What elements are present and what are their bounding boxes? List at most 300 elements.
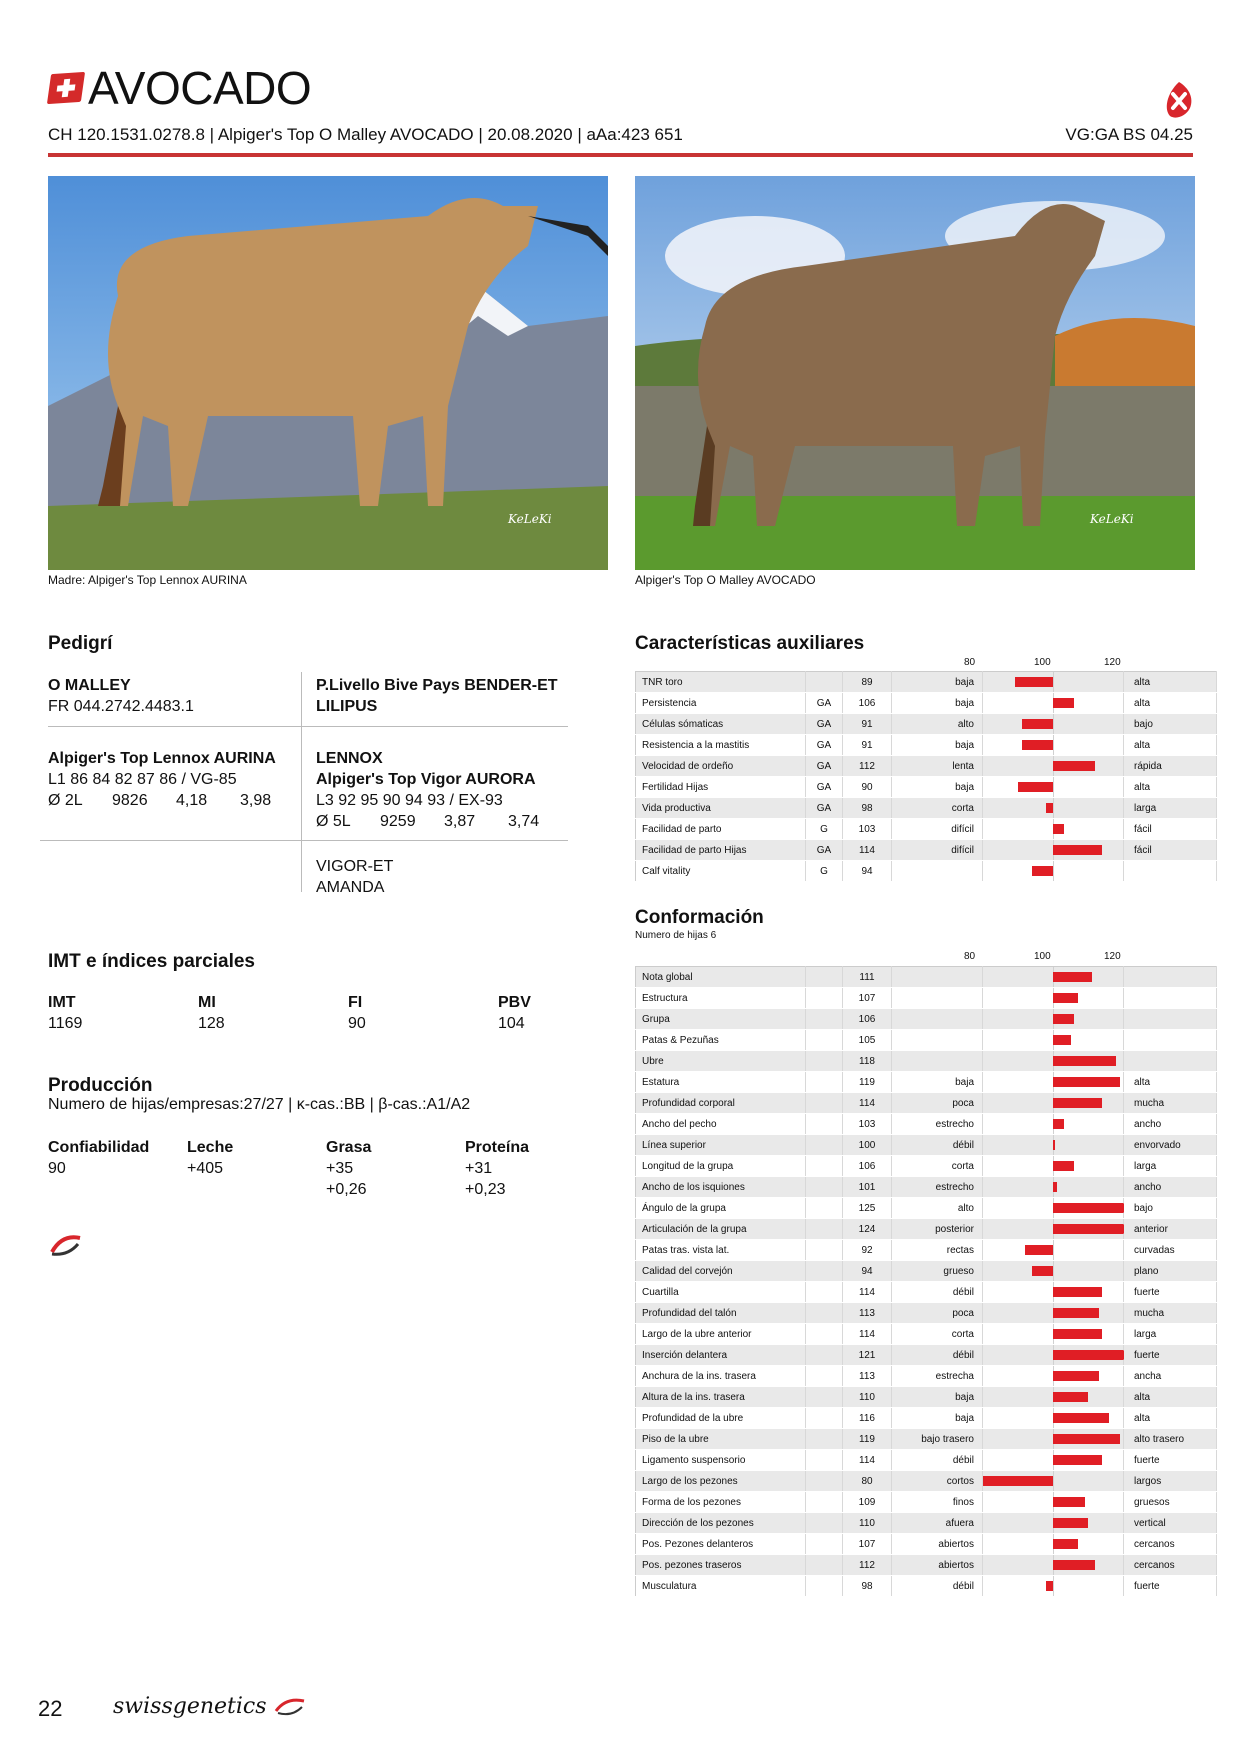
trait-code xyxy=(806,1555,843,1576)
trait-low-label: baja xyxy=(892,735,983,756)
trait-high-label: fuerte xyxy=(1124,1282,1217,1303)
trait-bar-cell xyxy=(983,714,1124,735)
trait-low-label: baja xyxy=(892,1387,983,1408)
aux-scale-120: 120 xyxy=(1104,657,1121,668)
trait-low-label: afuera xyxy=(892,1513,983,1534)
trait-high-label: bajo xyxy=(1124,714,1217,735)
trait-bar-cell xyxy=(983,1282,1124,1303)
trait-name: Largo de la ubre anterior xyxy=(636,1324,806,1345)
trait-value: 116 xyxy=(843,1408,892,1429)
trait-code: G xyxy=(806,861,843,882)
trait-bar-cell xyxy=(983,1576,1124,1597)
trait-high-label: plano xyxy=(1124,1261,1217,1282)
pbv-value: 104 xyxy=(498,1015,525,1032)
trait-value: 112 xyxy=(843,1555,892,1576)
trait-name: Persistencia xyxy=(636,693,806,714)
trait-value: 107 xyxy=(843,1534,892,1555)
trait-low-label xyxy=(892,988,983,1009)
trait-high-label: fuerte xyxy=(1124,1576,1217,1597)
table-row xyxy=(636,672,1217,693)
trait-bar-cell xyxy=(983,1114,1124,1135)
trait-high-label: larga xyxy=(1124,798,1217,819)
trait-bar xyxy=(1032,1266,1053,1276)
trait-low-label xyxy=(892,861,983,882)
trait-high-label: larga xyxy=(1124,1324,1217,1345)
trait-name: Estatura xyxy=(636,1072,806,1093)
production-daughters: Numero de hijas/empresas:27/27 | κ-cas.:BB | β-cas.:A1/A2 xyxy=(48,1096,471,1113)
trait-high-label: alta xyxy=(1124,777,1217,798)
trait-bar xyxy=(1053,1371,1099,1381)
trait-bar xyxy=(1053,1035,1071,1045)
trait-low-label: bajo trasero xyxy=(892,1429,983,1450)
animal-id-line: CH 120.1531.0278.8 | Alpiger's Top O Malley AVOCADO | 20.08.2020 | aAa:423 651 xyxy=(48,125,683,144)
trait-name: Longitud de la grupa xyxy=(636,1156,806,1177)
trait-code: GA xyxy=(806,798,843,819)
trait-value: 125 xyxy=(843,1198,892,1219)
trait-value: 114 xyxy=(843,1282,892,1303)
trait-high-label xyxy=(1124,861,1217,882)
trait-bar xyxy=(1022,719,1054,729)
dam-photo xyxy=(48,176,608,570)
trait-name: Facilidad de parto Hijas xyxy=(636,840,806,861)
trait-high-label: ancha xyxy=(1124,1366,1217,1387)
pedigree-divider xyxy=(48,726,568,727)
trait-bar-cell xyxy=(983,1534,1124,1555)
trait-value: 119 xyxy=(843,1072,892,1093)
trait-high-label: fuerte xyxy=(1124,1450,1217,1471)
trait-value: 101 xyxy=(843,1177,892,1198)
trait-value: 91 xyxy=(843,714,892,735)
trait-code xyxy=(806,1492,843,1513)
trait-name: Vida productiva xyxy=(636,798,806,819)
trait-low-label: baja xyxy=(892,672,983,693)
trait-name: Patas tras. vista lat. xyxy=(636,1240,806,1261)
trait-code xyxy=(806,1156,843,1177)
trait-low-label: abiertos xyxy=(892,1555,983,1576)
trait-value: 105 xyxy=(843,1030,892,1051)
trait-code: GA xyxy=(806,714,843,735)
trait-name: Profundidad corporal xyxy=(636,1093,806,1114)
table-row xyxy=(636,840,1217,861)
trait-name: Pos. pezones traseros xyxy=(636,1555,806,1576)
trait-bar-cell xyxy=(983,861,1124,882)
table-row xyxy=(636,735,1217,756)
trait-code xyxy=(806,1114,843,1135)
protein-value: +31 xyxy=(465,1160,493,1177)
trait-bar-cell xyxy=(983,1555,1124,1576)
trait-high-label xyxy=(1124,967,1217,988)
trait-code xyxy=(806,1513,843,1534)
trait-bar-cell xyxy=(983,777,1124,798)
trait-value: 124 xyxy=(843,1219,892,1240)
trait-name: Fertilidad Hijas xyxy=(636,777,806,798)
conf-title: Conformación xyxy=(635,907,764,928)
swissgenetics-logo-icon xyxy=(48,1232,84,1258)
trait-bar-cell xyxy=(983,1492,1124,1513)
dam-dam-performance: Ø 5L 9259 3,87 3,74 xyxy=(316,813,540,830)
trait-value: 119 xyxy=(843,1429,892,1450)
trait-code xyxy=(806,1387,843,1408)
pedigree-great-grandparents xyxy=(316,856,393,898)
trait-name: Altura de la ins. trasera xyxy=(636,1387,806,1408)
table-row xyxy=(636,1135,1217,1156)
trait-low-label: rectas xyxy=(892,1240,983,1261)
conf-table xyxy=(635,966,1217,1597)
trait-low-label: débil xyxy=(892,1576,983,1597)
sire-id: FR 044.2742.4483.1 xyxy=(48,698,194,715)
trait-bar-cell xyxy=(983,1345,1124,1366)
trait-high-label: ancho xyxy=(1124,1114,1217,1135)
trait-code xyxy=(806,1198,843,1219)
pedigree-sire xyxy=(48,675,194,717)
trait-high-label: ancho xyxy=(1124,1177,1217,1198)
trait-low-label: baja xyxy=(892,693,983,714)
trait-code xyxy=(806,1030,843,1051)
trait-low-label xyxy=(892,967,983,988)
trait-bar-cell xyxy=(983,1324,1124,1345)
trait-code xyxy=(806,1093,843,1114)
trait-code xyxy=(806,1009,843,1030)
table-row xyxy=(636,819,1217,840)
trait-low-label: estrecha xyxy=(892,1366,983,1387)
milk-label: Leche xyxy=(187,1139,234,1156)
trait-high-label: envorvado xyxy=(1124,1135,1217,1156)
trait-bar xyxy=(1053,1329,1102,1339)
trait-value: 121 xyxy=(843,1345,892,1366)
conf-scale-120: 120 xyxy=(1104,951,1121,962)
trait-low-label: débil xyxy=(892,1135,983,1156)
trait-low-label xyxy=(892,1051,983,1072)
trait-low-label: cortos xyxy=(892,1471,983,1492)
trait-bar xyxy=(1053,1518,1088,1528)
table-row xyxy=(636,861,1217,882)
conf-scale-80: 80 xyxy=(964,951,976,962)
trait-bar-cell xyxy=(983,1240,1124,1261)
fat-percent: +0,26 xyxy=(326,1181,367,1198)
table-row xyxy=(636,1345,1217,1366)
conf-scale-100: 100 xyxy=(1034,951,1051,962)
trait-high-label: alta xyxy=(1124,1408,1217,1429)
table-row xyxy=(636,1555,1217,1576)
trait-value: 98 xyxy=(843,798,892,819)
trait-low-label: grueso xyxy=(892,1261,983,1282)
trait-high-label: cercanos xyxy=(1124,1534,1217,1555)
header-divider xyxy=(48,153,1193,157)
milk-value: +405 xyxy=(187,1160,224,1177)
trait-name: Inserción delantera xyxy=(636,1345,806,1366)
trait-code xyxy=(806,1051,843,1072)
trait-high-label: cercanos xyxy=(1124,1555,1217,1576)
page-number: 22 xyxy=(38,1696,63,1721)
trait-bar-cell xyxy=(983,988,1124,1009)
trait-bar-cell xyxy=(983,1051,1124,1072)
trait-low-label: abiertos xyxy=(892,1534,983,1555)
mi-value: 128 xyxy=(198,1015,225,1032)
trait-code: GA xyxy=(806,777,843,798)
trait-bar xyxy=(1053,1539,1078,1549)
trait-bar-cell xyxy=(983,1471,1124,1492)
trait-bar xyxy=(1053,1119,1064,1129)
trait-high-label: vertical xyxy=(1124,1513,1217,1534)
trait-name: Velocidad de ordeño xyxy=(636,756,806,777)
trait-bar xyxy=(1053,1161,1074,1171)
imt-label: IMT xyxy=(48,994,76,1011)
table-row xyxy=(636,777,1217,798)
trait-value: 112 xyxy=(843,756,892,777)
trait-high-label: alto trasero xyxy=(1124,1429,1217,1450)
trait-code xyxy=(806,1240,843,1261)
protein-label: Proteína xyxy=(465,1139,530,1156)
trait-name: Ángulo de la grupa xyxy=(636,1198,806,1219)
trait-bar xyxy=(1053,1098,1102,1108)
trait-low-label: finos xyxy=(892,1492,983,1513)
trait-bar xyxy=(1053,824,1064,834)
trait-code xyxy=(806,1303,843,1324)
trait-code xyxy=(806,1324,843,1345)
trait-bar-cell xyxy=(983,1366,1124,1387)
trait-high-label: fácil xyxy=(1124,819,1217,840)
trait-code xyxy=(806,988,843,1009)
trait-bar-cell xyxy=(983,1072,1124,1093)
table-row xyxy=(636,693,1217,714)
trait-bar-cell xyxy=(983,1009,1124,1030)
table-row xyxy=(636,1366,1217,1387)
conf-subtitle: Numero de hijas 6 xyxy=(635,930,717,941)
trait-code xyxy=(806,1177,843,1198)
trait-high-label: mucha xyxy=(1124,1303,1217,1324)
pedigree-title: Pedigrí xyxy=(48,633,113,654)
production-block xyxy=(48,1137,529,1200)
trait-name: Resistencia a la mastitis xyxy=(636,735,806,756)
trait-high-label xyxy=(1124,1009,1217,1030)
trait-high-label: fuerte xyxy=(1124,1345,1217,1366)
reliability-label: Confiabilidad xyxy=(48,1139,150,1156)
sire-name: O MALLEY xyxy=(48,677,131,694)
trait-bar-cell xyxy=(983,1219,1124,1240)
trait-bar-cell xyxy=(983,840,1124,861)
table-row xyxy=(636,1513,1217,1534)
trait-low-label: débil xyxy=(892,1282,983,1303)
trait-high-label: mucha xyxy=(1124,1093,1217,1114)
trait-high-label: alta xyxy=(1124,693,1217,714)
trait-code xyxy=(806,1282,843,1303)
pedigree-divider xyxy=(40,840,568,841)
dam-performance: Ø 2L 9826 4,18 3,98 xyxy=(48,792,272,809)
table-row xyxy=(636,1576,1217,1597)
trait-bar-cell xyxy=(983,1156,1124,1177)
trait-bar-cell xyxy=(983,735,1124,756)
trait-code xyxy=(806,1576,843,1597)
trait-code xyxy=(806,1471,843,1492)
trait-value: 114 xyxy=(843,1093,892,1114)
trait-bar xyxy=(1053,1455,1102,1465)
trait-high-label xyxy=(1124,1051,1217,1072)
trait-bar xyxy=(1053,1014,1074,1024)
table-row xyxy=(636,1219,1217,1240)
trait-bar xyxy=(1053,1497,1085,1507)
trait-name: Pos. Pezones delanteros xyxy=(636,1534,806,1555)
trait-low-label: corta xyxy=(892,1156,983,1177)
pbv-label: PBV xyxy=(498,994,531,1011)
trait-value: 107 xyxy=(843,988,892,1009)
trait-name: Profundidad del talón xyxy=(636,1303,806,1324)
trait-bar-cell xyxy=(983,1177,1124,1198)
trait-name: Ligamento suspensorio xyxy=(636,1450,806,1471)
trait-low-label xyxy=(892,1030,983,1051)
trait-bar xyxy=(1053,1203,1123,1213)
trait-value: 113 xyxy=(843,1366,892,1387)
trait-bar-cell xyxy=(983,798,1124,819)
pedigree-dam-parents xyxy=(316,748,539,832)
trait-code xyxy=(806,1072,843,1093)
aux-scale-80: 80 xyxy=(964,657,976,668)
table-row xyxy=(636,1072,1217,1093)
trait-bar-cell xyxy=(983,967,1124,988)
trait-low-label: estrecho xyxy=(892,1177,983,1198)
table-row xyxy=(636,1492,1217,1513)
trait-bar-cell xyxy=(983,1093,1124,1114)
trait-bar-cell xyxy=(983,1450,1124,1471)
trait-name: Calf vitality xyxy=(636,861,806,882)
photo-watermark: KeLeKi xyxy=(1090,512,1134,526)
table-row xyxy=(636,1450,1217,1471)
fat-label: Grasa xyxy=(326,1139,372,1156)
trait-value: 114 xyxy=(843,1324,892,1345)
table-row xyxy=(636,1471,1217,1492)
trait-name: Musculatura xyxy=(636,1576,806,1597)
table-row xyxy=(636,1282,1217,1303)
trait-name: Cuartilla xyxy=(636,1282,806,1303)
trait-value: 110 xyxy=(843,1387,892,1408)
trait-code xyxy=(806,1408,843,1429)
sire-sire-name: P.Livello Bive Pays BENDER-ET xyxy=(316,677,558,694)
trait-value: 98 xyxy=(843,1576,892,1597)
brand-wordmark: swissgenetics xyxy=(113,1694,308,1719)
trait-code xyxy=(806,1450,843,1471)
trait-name: Forma de los pezones xyxy=(636,1492,806,1513)
trait-bar xyxy=(1018,782,1053,792)
trait-value: 114 xyxy=(843,840,892,861)
table-row xyxy=(636,714,1217,735)
trait-bar xyxy=(1053,1140,1055,1150)
dam-sire-name: LENNOX xyxy=(316,750,383,767)
trait-low-label: posterior xyxy=(892,1219,983,1240)
trait-value: 80 xyxy=(843,1471,892,1492)
trait-low-label: alto xyxy=(892,714,983,735)
trait-high-label xyxy=(1124,988,1217,1009)
trait-value: 109 xyxy=(843,1492,892,1513)
trait-bar xyxy=(1053,1392,1088,1402)
table-row xyxy=(636,1114,1217,1135)
trait-name: TNR toro xyxy=(636,672,806,693)
trait-value: 114 xyxy=(843,1450,892,1471)
mi-label: MI xyxy=(198,994,216,1011)
trait-bar xyxy=(1053,1287,1102,1297)
table-row xyxy=(636,1387,1217,1408)
trait-low-label: poca xyxy=(892,1303,983,1324)
trait-name: Calidad del corvejón xyxy=(636,1261,806,1282)
trait-high-label: curvadas xyxy=(1124,1240,1217,1261)
fi-value: 90 xyxy=(348,1015,366,1032)
trait-value: 106 xyxy=(843,1009,892,1030)
pedigree-dam xyxy=(48,748,276,811)
trait-value: 118 xyxy=(843,1051,892,1072)
trait-bar xyxy=(1053,1077,1120,1087)
trait-bar xyxy=(1053,1434,1120,1444)
trait-name: Ancho de los isquiones xyxy=(636,1177,806,1198)
trait-code: GA xyxy=(806,735,843,756)
trait-high-label: anterior xyxy=(1124,1219,1217,1240)
trait-value: 100 xyxy=(843,1135,892,1156)
trait-high-label: rápida xyxy=(1124,756,1217,777)
dam-dam-linear: L3 92 95 90 94 93 / EX-93 xyxy=(316,792,503,809)
trait-bar-cell xyxy=(983,756,1124,777)
trait-code xyxy=(806,1366,843,1387)
trait-low-label: débil xyxy=(892,1450,983,1471)
table-row xyxy=(636,1261,1217,1282)
trait-name: Grupa xyxy=(636,1009,806,1030)
production-title: Producción xyxy=(48,1075,153,1096)
trait-low-label: baja xyxy=(892,1072,983,1093)
trait-bar xyxy=(1053,1056,1116,1066)
x-logo-icon xyxy=(1164,80,1194,120)
imt-value: 1169 xyxy=(48,1015,83,1032)
trait-low-label: estrecho xyxy=(892,1114,983,1135)
trait-high-label: larga xyxy=(1124,1156,1217,1177)
trait-bar xyxy=(1025,1245,1053,1255)
aux-table xyxy=(635,671,1217,882)
trait-value: 89 xyxy=(843,672,892,693)
trait-high-label: alta xyxy=(1124,672,1217,693)
vg-code: VG:GA BS 04.25 xyxy=(1065,125,1193,144)
trait-value: 110 xyxy=(843,1513,892,1534)
trait-bar xyxy=(1015,677,1054,687)
table-row xyxy=(636,756,1217,777)
dam-dam-name: Alpiger's Top Vigor AURORA xyxy=(316,771,536,788)
trait-code xyxy=(806,1219,843,1240)
trait-bar xyxy=(1053,1182,1057,1192)
trait-bar-cell xyxy=(983,1198,1124,1219)
trait-name: Anchura de la ins. trasera xyxy=(636,1366,806,1387)
table-row xyxy=(636,1093,1217,1114)
trait-bar xyxy=(1053,761,1095,771)
trait-bar xyxy=(1053,993,1078,1003)
fat-value: +35 xyxy=(326,1160,354,1177)
trait-value: 111 xyxy=(843,967,892,988)
trait-code xyxy=(806,672,843,693)
trait-low-label: débil xyxy=(892,1345,983,1366)
table-row xyxy=(636,1324,1217,1345)
trait-bar xyxy=(1053,698,1074,708)
trait-high-label: gruesos xyxy=(1124,1492,1217,1513)
trait-name: Articulación de la grupa xyxy=(636,1219,806,1240)
trait-name: Patas & Pezuñas xyxy=(636,1030,806,1051)
trait-low-label: difícil xyxy=(892,819,983,840)
trait-value: 91 xyxy=(843,735,892,756)
trait-value: 94 xyxy=(843,1261,892,1282)
trait-value: 113 xyxy=(843,1303,892,1324)
table-row xyxy=(636,1177,1217,1198)
table-row xyxy=(636,1051,1217,1072)
trait-high-label: largos xyxy=(1124,1471,1217,1492)
trait-name: Largo de los pezones xyxy=(636,1471,806,1492)
trait-code xyxy=(806,1345,843,1366)
trait-name: Línea superior xyxy=(636,1135,806,1156)
brand-logo-icon xyxy=(274,1697,308,1717)
trait-low-label xyxy=(892,1009,983,1030)
trait-bar xyxy=(1053,972,1092,982)
trait-high-label: alta xyxy=(1124,1387,1217,1408)
